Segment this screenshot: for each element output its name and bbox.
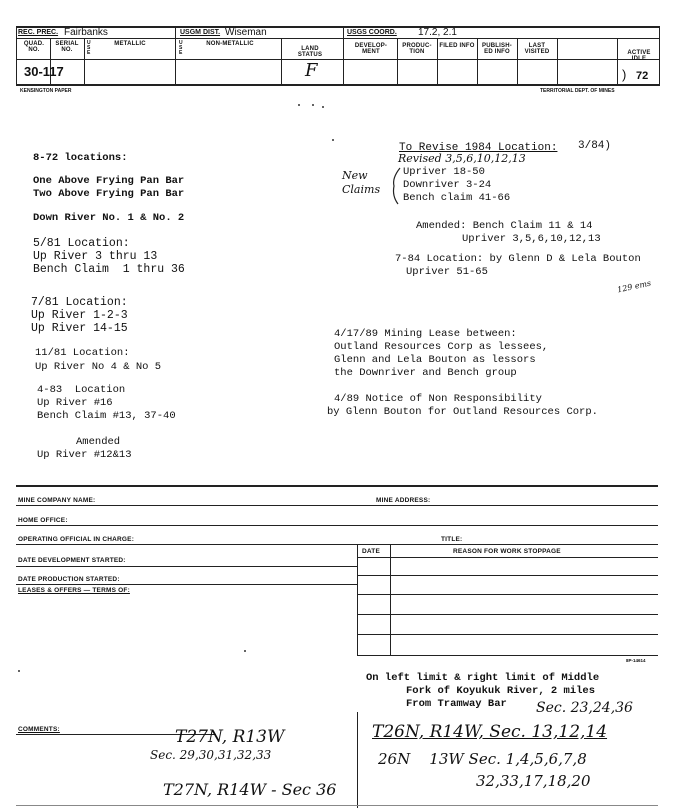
note-line: 11/81 Location: — [35, 347, 130, 359]
note-line: One Above Frying Pan Bar — [33, 175, 185, 187]
revise-title: To Revise 1984 Location: — [399, 142, 558, 154]
bracket-mark: ) — [622, 67, 627, 82]
note-line: Up River 3 thru 13 — [33, 250, 158, 263]
note-line: Up River No 4 & No 5 — [35, 361, 162, 373]
land-status-value: F — [305, 60, 318, 81]
last-visited-header: LAST VISITED — [524, 43, 550, 55]
comments-label: COMMENTS: — [18, 726, 60, 733]
date-development-label: DATE DEVELOPMENT STARTED: — [18, 557, 126, 564]
note-line: 4-83 Location — [37, 384, 126, 396]
revised-handwriting: Revised 3,5,6,10,12,13 — [398, 152, 526, 165]
note-line: From Tramway Bar — [406, 698, 507, 710]
rec-prec-value: Fairbanks — [64, 27, 108, 38]
metallic-marker: U S E — [87, 40, 91, 56]
speck — [312, 104, 314, 106]
new-claims-handwriting: New Claims — [342, 169, 381, 196]
note-line: Bench claim 41-66 — [403, 192, 511, 204]
date-production-label: DATE PRODUCTION STARTED: — [18, 576, 120, 583]
metallic-header: METALLIC — [114, 41, 146, 47]
note-line: Up River 1-2-3 — [31, 309, 128, 322]
note-line: Outland Resources Corp as lessees, — [334, 341, 549, 353]
comment-handwriting: Sec. 29,30,31,32,33 — [150, 748, 272, 762]
comment-handwriting: T27N, R14W - Sec 36 — [163, 780, 337, 799]
mine-company-name-label: MINE COMPANY NAME: — [18, 497, 96, 504]
filed-info-header: FILED INFO — [439, 43, 475, 49]
usgs-coord-value: 17.2, 2.1 — [418, 27, 457, 38]
note-line: by Glenn Bouton for Outland Resources Corp. — [327, 406, 598, 418]
margin-mark: 129 ems — [616, 278, 652, 295]
printer-note: KENSINGTON PAPER — [20, 88, 72, 94]
note-line: Downriver 3-24 — [403, 179, 492, 191]
note-line: On left limit & right limit of Middle — [366, 672, 600, 684]
reason-column-header: REASON FOR WORK STOPPAGE — [453, 548, 561, 555]
note-line: 7-84 Location: by Glenn D & Lela Bouton — [395, 253, 641, 265]
note-line: Bench Claim #13, 37-40 — [37, 410, 176, 422]
speck — [18, 670, 20, 672]
rec-prec-label: REC. PREC. — [18, 29, 59, 36]
title-label: TITLE: — [441, 536, 463, 543]
leases-offers-label: LEASES & OFFERS — TERMS OF: — [18, 587, 130, 594]
non-metallic-marker: U S E — [179, 40, 183, 56]
note-line: 4/17/89 Mining Lease between: — [334, 328, 517, 340]
revise-date: 3/84) — [578, 140, 612, 152]
comment-handwriting: T27N, R13W — [175, 727, 285, 747]
usgs-coord-label: USGS COORD. — [347, 29, 397, 36]
note-line: Fork of Koyukuk River, 2 miles — [406, 685, 596, 697]
quad-no-header: QUAD. NO. — [23, 41, 45, 53]
note-line: 7/81 Location: — [31, 296, 128, 309]
note-line: Up River #12&13 — [37, 449, 132, 461]
note-line: Glenn and Lela Bouton as lessors — [334, 354, 536, 366]
date-column-header: DATE — [362, 548, 381, 555]
note-line: 8-72 locations: — [33, 152, 128, 164]
township-handwriting: T26N, R14W, Sec. 13,12,14 — [372, 722, 608, 742]
sections-handwriting: Sec. 23,24,36 — [536, 700, 633, 716]
quad-value: 30-117 — [24, 64, 64, 79]
note-line: Amended: Bench Claim 11 & 14 — [416, 220, 593, 232]
speck — [244, 650, 246, 652]
usgs-dist-label: USGM DIST. — [180, 29, 221, 36]
note-line: Up River 14-15 — [31, 322, 128, 335]
territorial-dept: TERRITORIAL DEPT. OF MINES — [540, 88, 615, 94]
note-line: Upriver 51-65 — [406, 266, 488, 278]
township-handwriting: 32,33,17,18,20 — [476, 772, 591, 790]
note-line: Up River #16 — [37, 397, 113, 409]
operating-official-label: OPERATING OFFICIAL IN CHARGE: — [18, 536, 135, 543]
mine-address-label: MINE ADDRESS: — [376, 497, 431, 504]
production-header: PRODUC-TION — [402, 43, 432, 55]
home-office-label: HOME OFFICE: — [18, 517, 68, 524]
land-status-header: LAND STATUS — [297, 46, 323, 58]
note-line: 5/81 Location: — [33, 237, 130, 250]
active-idle-header: ACTIVE IDLE — [627, 50, 651, 62]
note-line: Bench Claim 1 thru 36 — [33, 263, 185, 276]
published-info-header: PUBLISH-ED INFO — [482, 43, 512, 55]
note-line: Upriver 3,5,6,10,12,13 — [462, 233, 601, 245]
usgs-dist-value: Wiseman — [225, 27, 267, 38]
speck — [332, 139, 334, 141]
note-line: the Downriver and Bench group — [334, 367, 517, 379]
non-metallic-header: NON-METALLIC — [206, 41, 254, 47]
township-handwriting: 26N 13W Sec. 1,4,5,6,7,8 — [378, 750, 587, 768]
brace-mark — [388, 166, 402, 206]
note-line: 4/89 Notice of Non Responsibility — [334, 393, 542, 405]
serial-no-header: SERIAL NO. — [55, 41, 79, 53]
form-code: 8P-14614 — [626, 658, 646, 663]
note-line: Down River No. 1 & No. 2 — [33, 212, 185, 224]
note-line: Amended — [76, 436, 121, 448]
development-header: DEVELOP-MENT — [354, 43, 388, 55]
page-number: 72 — [636, 70, 649, 82]
speck — [322, 106, 324, 108]
note-line: Two Above Frying Pan Bar — [33, 188, 185, 200]
note-line: Upriver 18-50 — [403, 166, 485, 178]
speck — [298, 104, 300, 106]
